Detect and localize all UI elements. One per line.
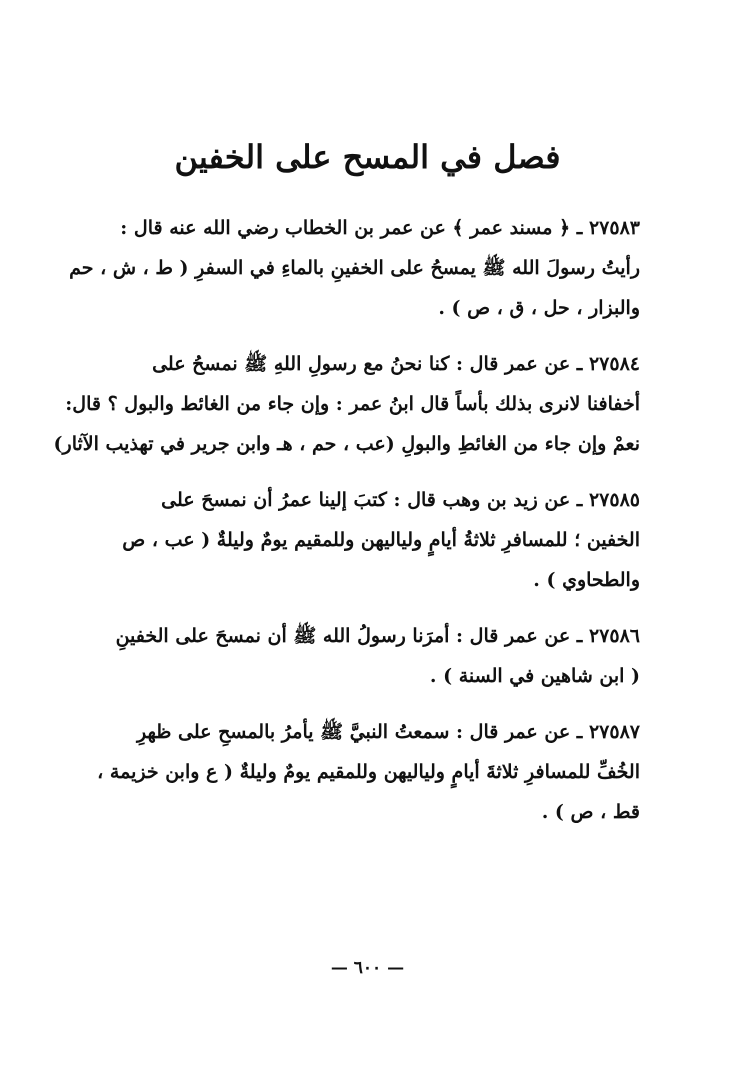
hadith-line: قط ، ص ) .	[541, 801, 640, 823]
hadith-27583	[69, 208, 640, 328]
hadith-line: الخفين ؛ للمسافرِ ثلاثةُ أيامٍ ولياليهن وللمقيم يومٌ وليلةٌ ( عب ، ص	[122, 529, 640, 551]
hadith-27586	[92, 616, 640, 696]
hadith-line: ( ابن شاهين في السنة ) .	[429, 665, 640, 687]
page-number: — ٦٠٠ —	[330, 958, 405, 978]
hadith-line: نعمْ وإن جاء من الغائطِ والبولِ (عب ، حم ، هـ وابن جرير في تهذيب الآثار)	[53, 433, 640, 455]
hadith-line: ٢٧٥٨٧ ـ عن عمر قال : سمعتُ النبيَّ ﷺ يأمرُ بالمسحِ على ظهرِ	[137, 721, 640, 743]
hadith-line: ٢٧٥٨٣ ـ ﴿ مسند عمر ﴾ عن عمر بن الخطاب رضي الله عنه قال :	[120, 217, 640, 239]
hadith-line: والبزار ، حل ، ق ، ص ) .	[438, 297, 640, 319]
hadith-line: رأيتُ رسولَ الله ﷺ يمسحُ على الخفينِ بالماءِ في السفرِ ( ط ، ش ، حم	[69, 257, 640, 279]
hadith-line: والطحاوي ) .	[533, 569, 640, 591]
hadith-line: ٢٧٥٨٥ ـ عن زيد بن وهب قال : كتبَ إلينا عمرُ أن نمسحَ على	[161, 489, 640, 511]
hadith-line: ٢٧٥٨٤ ـ عن عمر قال : كنا نحنُ مع رسولِ اللهِ ﷺ نمسحُ على	[152, 353, 640, 375]
hadith-27585	[92, 480, 640, 600]
section-title: فصل في المسح على الخفين	[174, 138, 561, 176]
hadith-27584	[53, 344, 640, 464]
hadith-line: أخفافنا لانرى بذلك بأساً قال ابنُ عمر : وإن جاء من الغائط والبول ؟ قال:	[65, 393, 640, 415]
hadith-27587	[92, 712, 640, 832]
hadith-list	[53, 208, 640, 848]
hadith-line: الخُفِّ للمسافرِ ثلاثةَ أيامٍ ولياليهن وللمقيم يومٌ وليلةٌ ( ع وابن خزيمة ،	[97, 761, 640, 783]
hadith-line: ٢٧٥٨٦ ـ عن عمر قال : أمرَنا رسولُ الله ﷺ أن نمسحَ على الخفينِ	[115, 625, 640, 647]
